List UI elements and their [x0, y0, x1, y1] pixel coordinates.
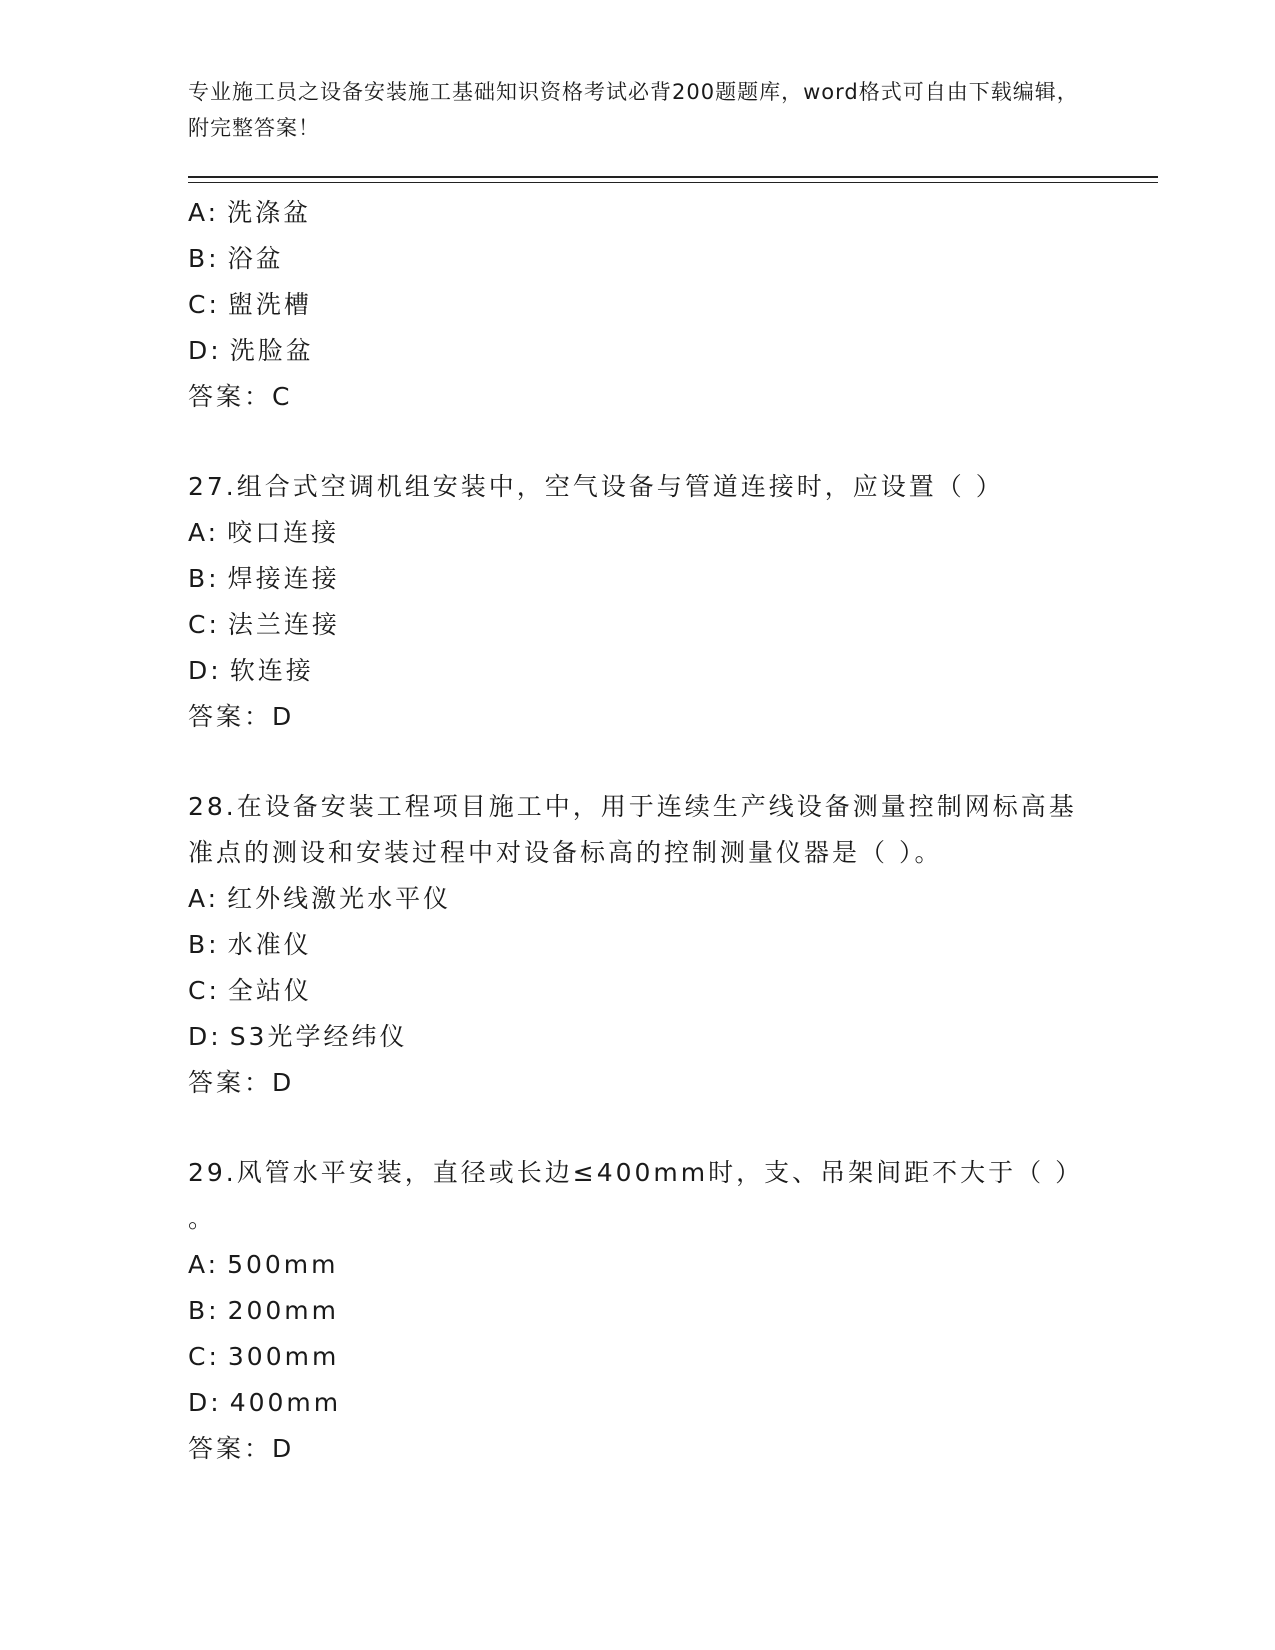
- option-text: 软连接: [229, 656, 314, 685]
- option-d: [188, 328, 1088, 374]
- answer-line: 答案：D: [188, 1068, 295, 1097]
- option-label: A:: [188, 884, 220, 913]
- option-label: A:: [188, 198, 220, 227]
- option-text: 水准仪: [227, 930, 312, 959]
- option-a: [188, 510, 1088, 556]
- option-c: [188, 968, 1088, 1014]
- option-text: 焊接连接: [227, 564, 340, 593]
- option-label: B:: [188, 930, 220, 959]
- option-text: 洗涤盆: [227, 198, 312, 227]
- carryover-question: [188, 190, 1088, 420]
- question-spacer: [188, 420, 1088, 464]
- option-a: [188, 1242, 1088, 1288]
- option-b: [188, 236, 1088, 282]
- option-label: D:: [188, 1022, 222, 1051]
- option-text: 400mm: [229, 1388, 342, 1417]
- question-stem: 28.在设备安装工程项目施工中，用于连续生产线设备测量控制网标高基准点的测设和安装过程中对设备标高的控制测量仪器是（ ）。: [188, 792, 1077, 867]
- question-27: [188, 464, 1088, 740]
- option-b: [188, 1288, 1088, 1334]
- option-c: [188, 282, 1088, 328]
- option-d: [188, 1380, 1088, 1426]
- option-label: C:: [188, 976, 220, 1005]
- answer-line: 答案：C: [188, 382, 293, 411]
- option-label: D:: [188, 1388, 222, 1417]
- option-text: 200mm: [227, 1296, 340, 1325]
- question-stem: 27.组合式空调机组安装中，空气设备与管道连接时，应设置（ ）: [188, 472, 1004, 501]
- document-body: [188, 190, 1088, 1472]
- question-stem-tail: 。: [188, 1204, 217, 1233]
- option-label: D:: [188, 656, 222, 685]
- option-d: [188, 1014, 1088, 1060]
- option-label: C:: [188, 610, 220, 639]
- option-text: 浴盆: [227, 244, 284, 273]
- answer-line: 答案：D: [188, 1434, 295, 1463]
- option-text: S3光学经纬仪: [229, 1022, 408, 1051]
- document-header: 专业施工员之设备安装施工基础知识资格考试必背200题题库，word格式可自由下载编辑，附完整答案！: [188, 80, 1079, 140]
- header-divider-top: [188, 176, 1158, 178]
- option-label: B:: [188, 564, 220, 593]
- question-29: [188, 1150, 1088, 1472]
- option-a: [188, 876, 1088, 922]
- question-spacer: [188, 740, 1088, 784]
- header-divider-bottom: [188, 182, 1158, 183]
- option-text: 法兰连接: [227, 610, 340, 639]
- option-b: [188, 922, 1088, 968]
- option-c: [188, 1334, 1088, 1380]
- option-d: [188, 648, 1088, 694]
- question-spacer: [188, 1106, 1088, 1150]
- option-label: C:: [188, 290, 220, 319]
- option-label: B:: [188, 244, 220, 273]
- question-stem: 29.风管水平安装，直径或长边≤400mm时，支、吊架间距不大于（ ）: [188, 1158, 1084, 1187]
- option-label: C:: [188, 1342, 220, 1371]
- option-text: 全站仪: [227, 976, 312, 1005]
- option-text: 500mm: [227, 1250, 339, 1279]
- option-text: 盥洗槽: [227, 290, 312, 319]
- option-label: A:: [188, 518, 220, 547]
- option-text: 300mm: [227, 1342, 340, 1371]
- option-text: 咬口连接: [227, 518, 340, 547]
- option-label: D:: [188, 336, 222, 365]
- question-28: [188, 784, 1088, 1106]
- option-text: 红外线激光水平仪: [227, 884, 452, 913]
- answer-line: 答案：D: [188, 702, 295, 731]
- option-a: [188, 190, 1088, 236]
- option-label: A:: [188, 1250, 220, 1279]
- option-text: 洗脸盆: [229, 336, 314, 365]
- option-c: [188, 602, 1088, 648]
- option-label: B:: [188, 1296, 220, 1325]
- option-b: [188, 556, 1088, 602]
